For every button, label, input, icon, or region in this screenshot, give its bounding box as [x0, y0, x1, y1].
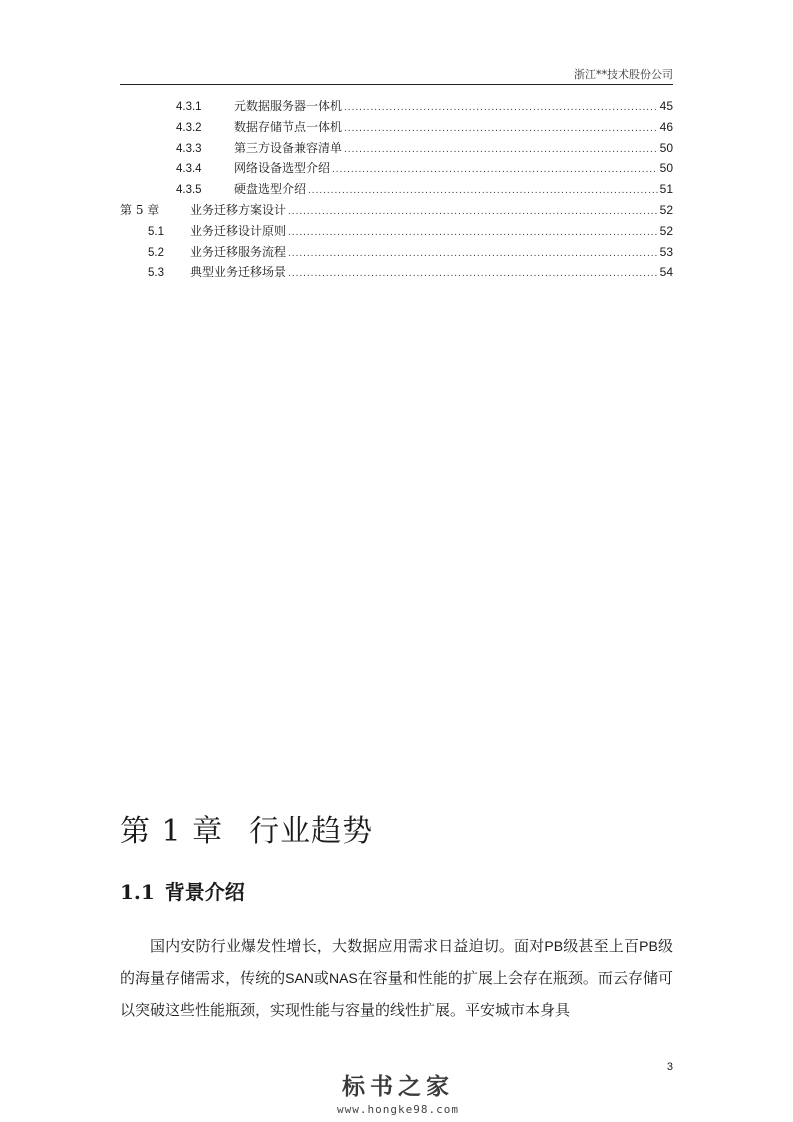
toc-leader-dots — [288, 223, 658, 244]
toc-leader-dots — [308, 181, 658, 202]
toc-entry[interactable] — [120, 96, 673, 117]
toc-leader-dots — [344, 119, 658, 140]
toc-entry[interactable] — [120, 158, 673, 179]
toc-page-number: 50 — [659, 140, 673, 155]
toc-leader-dots — [288, 264, 658, 285]
page-number: 3 — [666, 1061, 673, 1073]
toc-leader-dots — [288, 202, 658, 223]
watermark — [318, 1068, 478, 1116]
toc-page-number: 54 — [659, 265, 673, 280]
toc-leader-dots — [332, 160, 658, 181]
toc-page-number: 51 — [659, 182, 673, 197]
toc-number: 4.3.3 — [176, 142, 202, 155]
toc-number: 第 5 章 — [120, 202, 160, 217]
body-paragraph-block — [120, 930, 673, 1026]
toc-title: 第三方设备兼容清单 — [234, 140, 343, 155]
toc-title: 元数据服务器一体机 — [234, 99, 343, 113]
toc-number: 5.3 — [148, 267, 164, 280]
watermark-logo: 标书之家 — [342, 1074, 454, 1100]
company-name: 浙江**技术股份公司 — [574, 68, 673, 81]
toc-title: 业务迁移方案设计 — [190, 202, 287, 217]
toc-number: 4.3.2 — [176, 121, 202, 134]
toc-leader-dots — [344, 98, 658, 119]
toc-page-number: 45 — [659, 99, 673, 113]
toc-entry[interactable] — [120, 242, 673, 263]
page-header — [120, 66, 673, 82]
toc-title: 数据存储节点一体机 — [234, 119, 343, 134]
toc-entry[interactable] — [120, 117, 673, 138]
toc-leader-dots — [288, 244, 658, 265]
toc-number: 4.3.4 — [176, 163, 202, 176]
toc-entry[interactable] — [120, 200, 673, 221]
header-divider — [120, 84, 673, 85]
toc-number: 4.3.5 — [176, 184, 202, 197]
chapter-number: 第 1 章 — [120, 814, 224, 849]
toc-title: 典型业务迁移场景 — [190, 265, 287, 280]
toc-title: 网络设备选型介绍 — [234, 161, 331, 176]
section-heading — [120, 876, 245, 905]
toc-page-number: 46 — [659, 119, 673, 134]
chapter-title: 行业趋势 — [249, 814, 374, 849]
toc-leader-dots — [344, 140, 658, 161]
watermark-url: www.hongke98.com — [337, 1103, 459, 1116]
section-title: 背景介绍 — [164, 880, 245, 904]
toc-page-number: 52 — [659, 202, 673, 217]
toc-page-number: 53 — [659, 244, 673, 259]
toc-entry[interactable] — [120, 221, 673, 242]
toc-title: 硬盘选型介绍 — [234, 182, 307, 197]
body-paragraph: 国内安防行业爆发性增长，大数据应用需求日益迫切。面对PB级甚至上百PB级的海量存储需求，传统的SAN或NAS在容量和性能的扩展上会存在瓶颈。而云存储可以突破这些性能瓶颈，实现性能与容量的线性扩展。平安城市本身具 — [120, 937, 673, 1019]
toc-title: 业务迁移服务流程 — [190, 244, 287, 259]
toc-title: 业务迁移设计原则 — [190, 223, 287, 238]
toc-number: 5.2 — [148, 246, 164, 259]
toc-entry[interactable] — [120, 262, 673, 283]
toc-page-number: 50 — [659, 161, 673, 176]
toc-number: 5.1 — [148, 225, 164, 238]
section-number: 1.1 — [120, 880, 155, 904]
toc-page-number: 52 — [659, 223, 673, 238]
toc-number: 4.3.1 — [176, 101, 202, 113]
table-of-contents — [120, 96, 673, 283]
toc-entry[interactable] — [120, 138, 673, 159]
toc-entry[interactable] — [120, 179, 673, 200]
chapter-heading — [120, 806, 373, 850]
